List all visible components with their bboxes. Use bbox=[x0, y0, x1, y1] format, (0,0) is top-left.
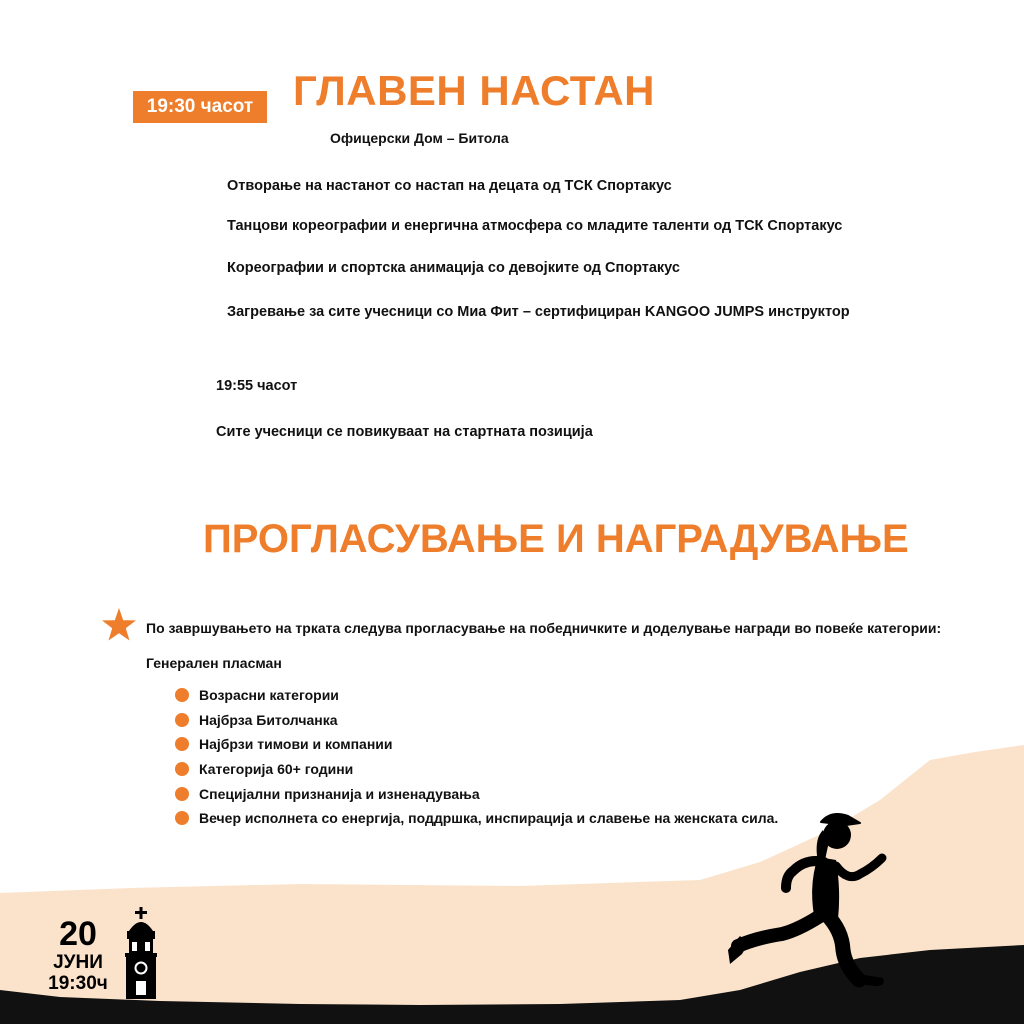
category-label: Категорија 60+ години bbox=[199, 761, 354, 778]
circle-bullet-icon bbox=[175, 737, 189, 751]
main-event-title: ГЛАВЕН НАСТАН bbox=[293, 67, 655, 114]
category-label: Најбрзи тимови и компании bbox=[199, 736, 393, 753]
awards-intro: По завршувањето на трката следува прогласување на победничките и доделување награди во повеќе категории: bbox=[146, 620, 942, 636]
clock-tower-icon bbox=[116, 907, 166, 999]
runner-silhouette bbox=[722, 810, 900, 990]
program-item: Отворање на настанот со настап на децата од ТСК Спортакус bbox=[227, 178, 672, 194]
list-item bbox=[175, 732, 778, 757]
category-label: Возрасни категории bbox=[199, 687, 339, 704]
list-item bbox=[175, 683, 778, 708]
category-label: Специјални признанија и изненадувања bbox=[199, 785, 480, 802]
general-ranking: Генерален пласман bbox=[146, 655, 282, 671]
venue-text: Офицерски Дом – Битола bbox=[330, 130, 509, 146]
category-label: Најбрза Битолчанка bbox=[199, 711, 338, 728]
time-badge: 19:30 часот bbox=[133, 91, 267, 123]
date-time: 19:30ч bbox=[48, 973, 108, 994]
start-time: 19:55 часот bbox=[216, 378, 298, 394]
circle-bullet-icon bbox=[175, 688, 189, 702]
program-item: Кореографии и спортска анимација со девојките од Спортакус bbox=[227, 260, 680, 276]
list-item bbox=[175, 757, 778, 782]
circle-bullet-icon bbox=[175, 713, 189, 727]
date-day: 20 bbox=[59, 915, 97, 953]
category-label: Вечер исполнета со енергија, поддршка, инспирација и славење на женската сила. bbox=[199, 810, 779, 827]
awards-title: ПРОГЛАСУВАЊЕ И НАГРАДУВАЊЕ bbox=[203, 517, 909, 561]
event-date bbox=[44, 917, 112, 993]
date-month: ЈУНИ bbox=[53, 952, 103, 973]
program-item: Загревање за сите учесници со Миа Фит – сертифициран KANGOO JUMPS инструктор bbox=[227, 304, 850, 320]
list-item bbox=[175, 806, 778, 831]
list-item bbox=[175, 708, 778, 733]
program-item: Танцови кореографии и енергична атмосфера со младите таленти од ТСК Спортакус bbox=[227, 218, 843, 234]
star-icon bbox=[101, 607, 137, 643]
circle-bullet-icon bbox=[175, 762, 189, 776]
circle-bullet-icon bbox=[175, 811, 189, 825]
start-text: Сите учесници се повикуваат на стартната позиција bbox=[216, 424, 593, 440]
award-categories bbox=[175, 683, 778, 831]
circle-bullet-icon bbox=[175, 787, 189, 801]
list-item bbox=[175, 781, 778, 806]
